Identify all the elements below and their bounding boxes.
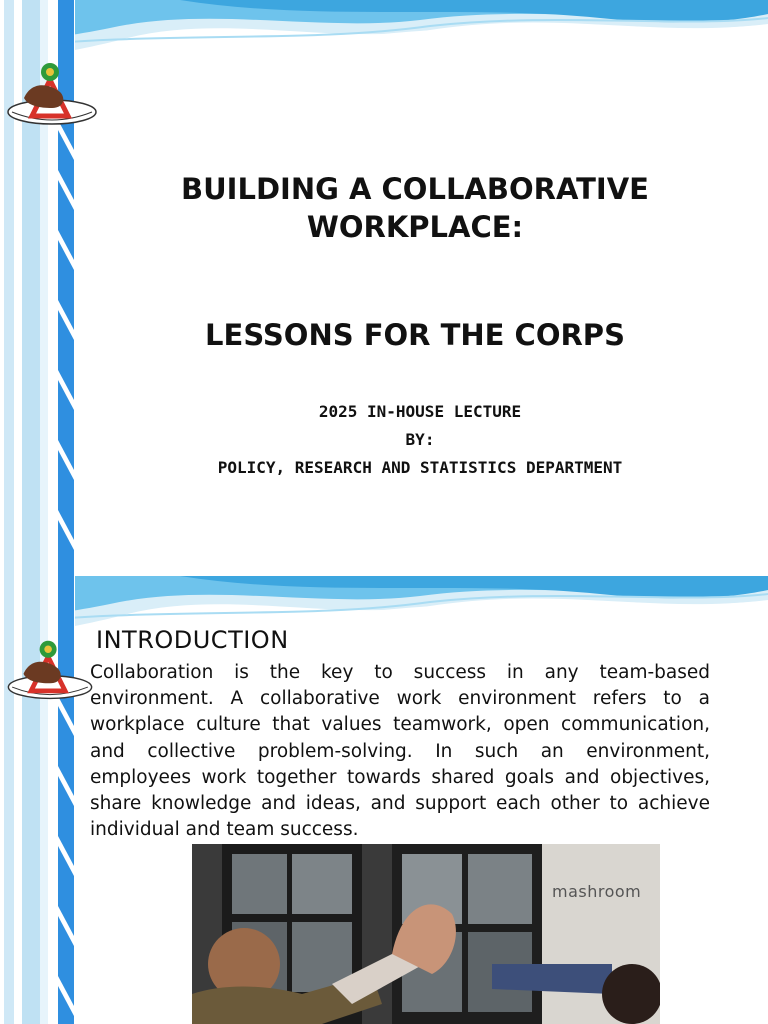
photo-illustration [192, 844, 660, 1024]
organization-logo-icon [6, 636, 94, 706]
lecture-label: 2025 IN-HOUSE LECTURE [318, 402, 522, 421]
by-label: BY: [405, 430, 435, 449]
photo-sign-text: mashroom [552, 882, 642, 901]
introduction-slide [0, 576, 768, 1024]
organization-logo-icon [6, 58, 98, 132]
section-heading: INTRODUCTION [96, 626, 289, 654]
team-high-five-photo [192, 844, 660, 1024]
header-waves [0, 0, 768, 70]
slide-subtitle: LESSONS FOR THE CORPS [205, 318, 625, 352]
department-label: POLICY, RESEARCH AND STATISTICS DEPARTMENT [217, 458, 623, 477]
intro-paragraph: Collaboration is the key to success in any team-based environment. A collaborative work environment refers to a workplace culture that values teamwork, open communication, and collective problem-solving. In such an environment, employees work together towards shared goals and objectives, share knowledge and ideas, and support each other to achieve individual and team success. [90, 662, 710, 841]
slide-title: BUILDING A COLLABORATIVE WORKPLACE: [181, 172, 649, 244]
